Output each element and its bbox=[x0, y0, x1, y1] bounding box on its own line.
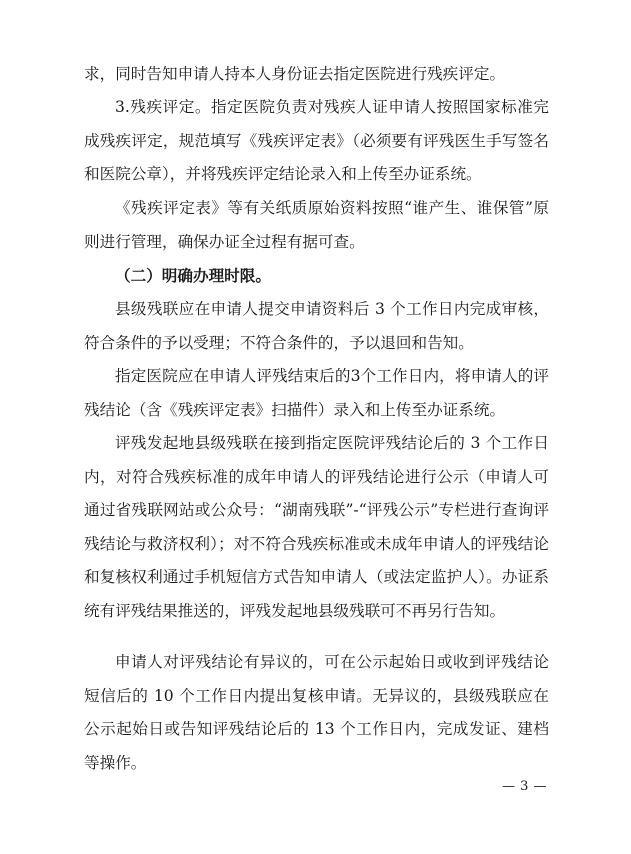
paragraph-assessment-records: 《残疾评定表》等有关纸质原始资料按照“谁产生、谁保管”原则进行管理，确保办证全过程有据可查。 bbox=[84, 199, 549, 251]
section-heading-time-limits: （二）明确办理时限。 bbox=[115, 266, 271, 285]
paragraph-notice-continuation: 求，同时告知申请人持本人身份证去指定医院进行残疾评定。 bbox=[84, 65, 506, 83]
paragraph-result-publicity: 评残发起地县级残联在接到指定医院评残结论后的 3 个工作日内，对符合残疾标准的成年申请人的评残结论进行公示（申请人可通过省残联网站或公众号：“湖南残联”-“评残公示”专栏进行查询评残结论与救济权利）；对不符合残疾标准或未成年申请人的评残结论和复核权利通过手机短信方式告知申请人（或法定监护人）。办证系统有评残结果推送的，评残发起地县级残联可不再另行告知。 bbox=[84, 434, 549, 620]
paragraph-hospital-upload: 指定医院应在申请人评残结束后的3个工作日内，将申请人的评残结论（含《残疾评定表》扫描件）录入和上传至办证系统。 bbox=[84, 367, 549, 419]
page-number: — 3 — bbox=[501, 779, 547, 794]
paragraph-county-review: 县级残联应在申请人提交申请资料后 3 个工作日内完成审核，符合条件的予以受理；不符合条件的，予以退回和告知。 bbox=[84, 300, 549, 352]
paragraph-disability-assessment: 3.残疾评定。指定医院负责对残疾人证申请人按照国家标准完成残疾评定，规范填写《残疾评定表》（必须要有评残医生手写签名和医院公章），并将残疾评定结论录入和上传至办证系统。 bbox=[84, 98, 549, 183]
paragraph-review-objection: 申请人对评残结论有异议的，可在公示起始日或收到评残结论短信后的 10 个工作日内提出复核申请。无异议的，县级残联应在公示起始日或告知评残结论后的 13 个工作日内，完成发证、建档等操作。 bbox=[84, 653, 549, 772]
